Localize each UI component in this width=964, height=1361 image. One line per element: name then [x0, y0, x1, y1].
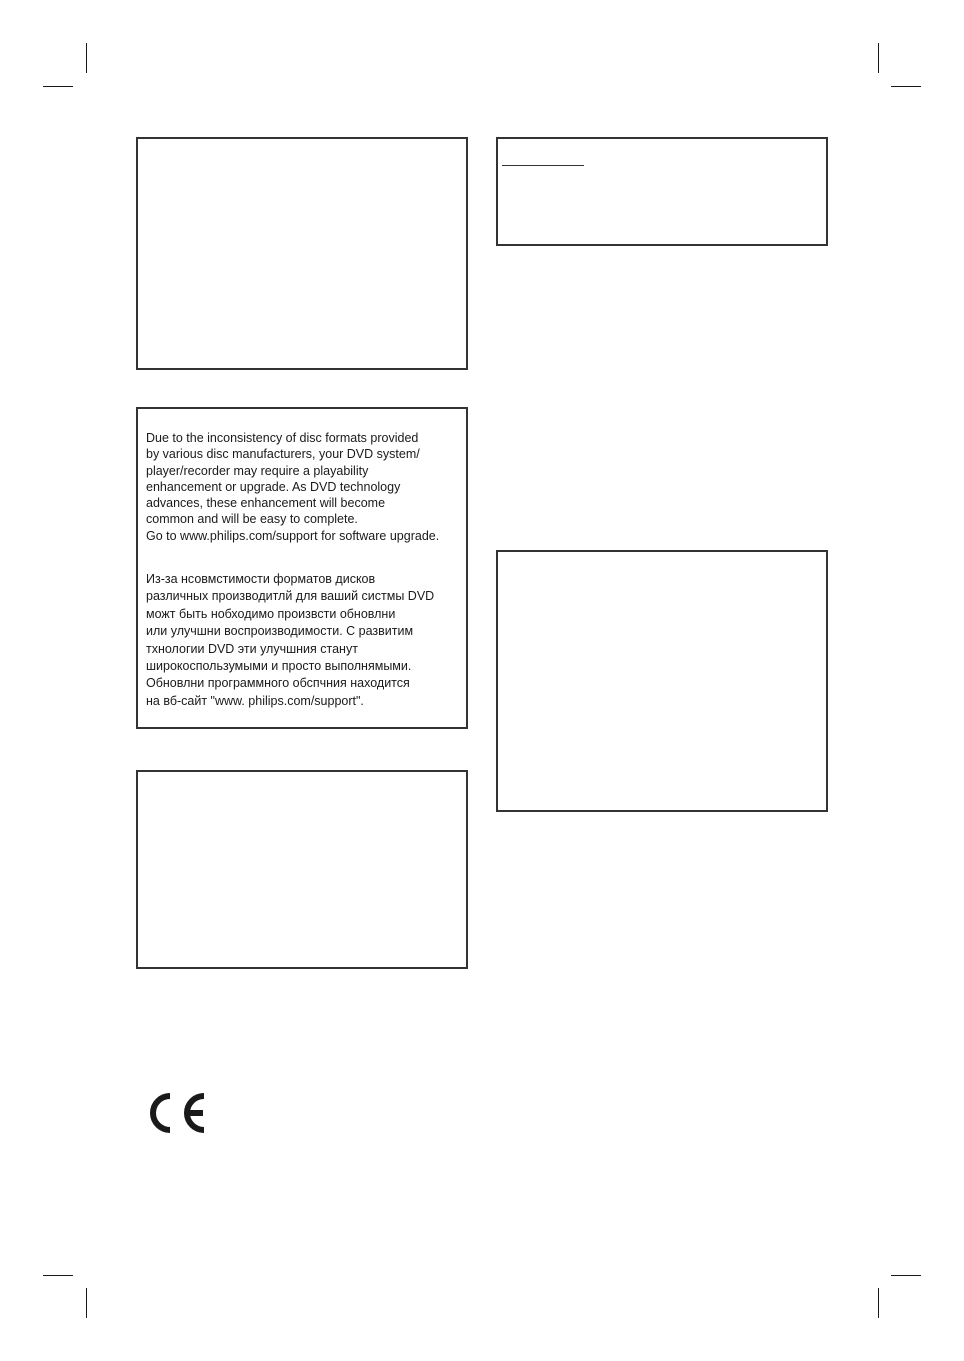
crop-mark-top-left-vertical: [86, 43, 87, 73]
ce-mark-icon: [146, 1090, 208, 1136]
crop-mark-top-left-horizontal: [43, 86, 73, 87]
empty-frame-right-middle: [496, 550, 828, 812]
empty-frame-right-top: [496, 137, 828, 246]
notice-text-russian: Из-за нсовмстимости форматов дисков различных производитлй для ваший систмы DVD можт быть нобходимо произвсти обновлни или улучшни воспроизводимости. С развитим тхнологии DVD эти улучшния станут широкоспользумыми и просто выполнямыми. Обновлни программного обспчния находится на вб-сайт "www. philips.com/support".: [146, 572, 435, 708]
heading-underline: [502, 165, 584, 166]
crop-mark-bottom-left-vertical: [86, 1288, 87, 1318]
crop-mark-bottom-left-horizontal: [43, 1275, 73, 1276]
crop-mark-top-right-vertical: [878, 43, 879, 73]
empty-frame-left-bottom: [136, 770, 468, 969]
playability-notice-box: [136, 407, 468, 729]
empty-frame-left-top: [136, 137, 468, 370]
crop-mark-bottom-right-horizontal: [891, 1275, 921, 1276]
crop-mark-bottom-right-vertical: [878, 1288, 879, 1318]
notice-text-english: Due to the inconsistency of disc formats provided by various disc manufacturers, your DVD system/ player/recorder may require a playability enhancement or upgrade. As DVD technology advances, these enhancement will become common and will be easy to complete. Go to www.philips.com/support for software upgrade.: [146, 431, 440, 543]
crop-mark-top-right-horizontal: [891, 86, 921, 87]
